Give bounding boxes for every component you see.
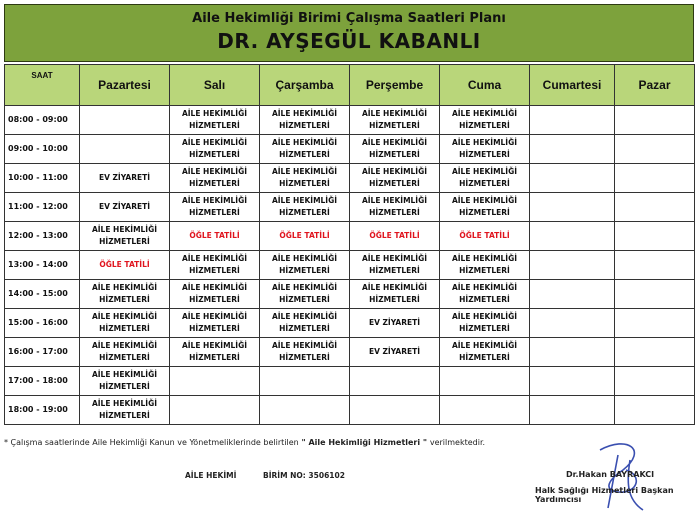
table-row: [5, 367, 695, 396]
table-row: [5, 222, 695, 251]
schedule-cell: [530, 367, 615, 396]
column-header: Cuma: [440, 65, 530, 106]
schedule-cell: AİLE HEKİMLİĞİ HİZMETLERİ: [440, 309, 530, 338]
table-row: [5, 309, 695, 338]
schedule-cell: EV ZİYARETİ: [80, 193, 170, 222]
table-row: [5, 338, 695, 367]
schedule-cell: [530, 251, 615, 280]
column-header: Pazartesi: [80, 65, 170, 106]
schedule-cell: [615, 309, 695, 338]
doctor-name: DR. AYŞEGÜL KABANLI: [217, 29, 481, 53]
schedule-cell: [530, 164, 615, 193]
schedule-cell: [170, 396, 260, 425]
schedule-cell: [260, 396, 350, 425]
schedule-cell: [615, 338, 695, 367]
column-header: Salı: [170, 65, 260, 106]
footer-left: [185, 471, 369, 480]
schedule-cell: AİLE HEKİMLİĞİ HİZMETLERİ: [80, 280, 170, 309]
schedule-cell: ÖĞLE TATİLİ: [80, 251, 170, 280]
table-row: [5, 106, 695, 135]
schedule-cell: AİLE HEKİMLİĞİ HİZMETLERİ: [170, 251, 260, 280]
schedule-cell: AİLE HEKİMLİĞİ HİZMETLERİ: [260, 106, 350, 135]
schedule-cell: [350, 367, 440, 396]
schedule-cell: AİLE HEKİMLİĞİ HİZMETLERİ: [440, 164, 530, 193]
schedule-cell: AİLE HEKİMLİĞİ HİZMETLERİ: [350, 280, 440, 309]
schedule-cell: AİLE HEKİMLİĞİ HİZMETLERİ: [260, 338, 350, 367]
column-header: Cumartesi: [530, 65, 615, 106]
schedule-cell: AİLE HEKİMLİĞİ HİZMETLERİ: [440, 106, 530, 135]
schedule-cell: [530, 280, 615, 309]
schedule-cell: AİLE HEKİMLİĞİ HİZMETLERİ: [170, 164, 260, 193]
schedule-cell: [530, 338, 615, 367]
schedule-cell: EV ZİYARETİ: [80, 164, 170, 193]
schedule-cell: [615, 106, 695, 135]
schedule-table: [4, 64, 695, 425]
schedule-cell: [530, 135, 615, 164]
schedule-cell: [440, 396, 530, 425]
schedule-cell: [530, 309, 615, 338]
schedule-cell: ÖĞLE TATİLİ: [440, 222, 530, 251]
time-slot: 17:00 - 18:00: [5, 367, 80, 396]
schedule-cell: [615, 396, 695, 425]
schedule-cell: AİLE HEKİMLİĞİ HİZMETLERİ: [80, 309, 170, 338]
schedule-cell: ÖĞLE TATİLİ: [170, 222, 260, 251]
footnote-prefix: * Çalışma saatlerinde Aile Hekimliği Kanun ve Yönetmeliklerinde belirtilen: [4, 438, 299, 447]
schedule-cell: [530, 222, 615, 251]
schedule-cell: AİLE HEKİMLİĞİ HİZMETLERİ: [260, 164, 350, 193]
signer-name: Dr.Hakan BAYRAKCI: [566, 470, 655, 479]
table-row: [5, 164, 695, 193]
column-header: Pazar: [615, 65, 695, 106]
time-slot: 15:00 - 16:00: [5, 309, 80, 338]
footnote-highlight: " Aile Hekimliği Hizmetleri ": [298, 438, 430, 447]
footer-unit: BİRİM NO: 3506102: [263, 471, 345, 480]
time-slot: 12:00 - 13:00: [5, 222, 80, 251]
schedule-cell: AİLE HEKİMLİĞİ HİZMETLERİ: [260, 280, 350, 309]
schedule-cell: AİLE HEKİMLİĞİ HİZMETLERİ: [170, 338, 260, 367]
time-slot: 14:00 - 15:00: [5, 280, 80, 309]
table-row: [5, 280, 695, 309]
schedule-cell: AİLE HEKİMLİĞİ HİZMETLERİ: [260, 135, 350, 164]
schedule-cell: AİLE HEKİMLİĞİ HİZMETLERİ: [350, 193, 440, 222]
schedule-cell: [440, 367, 530, 396]
schedule-cell: [615, 251, 695, 280]
schedule-cell: [350, 396, 440, 425]
schedule-cell: EV ZİYARETİ: [350, 338, 440, 367]
footnote: [4, 438, 485, 447]
table-row: [5, 135, 695, 164]
schedule-cell: ÖĞLE TATİLİ: [260, 222, 350, 251]
schedule-cell: AİLE HEKİMLİĞİ HİZMETLERİ: [170, 280, 260, 309]
schedule-cell: AİLE HEKİMLİĞİ HİZMETLERİ: [260, 193, 350, 222]
schedule-cell: AİLE HEKİMLİĞİ HİZMETLERİ: [350, 135, 440, 164]
schedule-cell: AİLE HEKİMLİĞİ HİZMETLERİ: [440, 135, 530, 164]
time-slot: 09:00 - 10:00: [5, 135, 80, 164]
signer-title: Halk Sağlığı Hizmetleri Başkan Yardımcısı: [535, 486, 674, 504]
schedule-cell: [530, 106, 615, 135]
schedule-cell: [170, 367, 260, 396]
page-header: [4, 4, 694, 62]
schedule-cell: AİLE HEKİMLİĞİ HİZMETLERİ: [440, 280, 530, 309]
plan-title: Aile Hekimliği Birimi Çalışma Saatleri Planı: [192, 11, 506, 26]
schedule-cell: AİLE HEKİMLİĞİ HİZMETLERİ: [260, 251, 350, 280]
time-slot: 16:00 - 17:00: [5, 338, 80, 367]
schedule-cell: AİLE HEKİMLİĞİ HİZMETLERİ: [80, 367, 170, 396]
time-slot: 18:00 - 19:00: [5, 396, 80, 425]
schedule-cell: AİLE HEKİMLİĞİ HİZMETLERİ: [350, 164, 440, 193]
schedule-cell: AİLE HEKİMLİĞİ HİZMETLERİ: [170, 309, 260, 338]
column-header: SAAT: [5, 65, 80, 106]
schedule-cell: AİLE HEKİMLİĞİ HİZMETLERİ: [170, 193, 260, 222]
schedule-cell: [530, 396, 615, 425]
schedule-cell: [80, 135, 170, 164]
schedule-cell: EV ZİYARETİ: [350, 309, 440, 338]
schedule-cell: AİLE HEKİMLİĞİ HİZMETLERİ: [80, 338, 170, 367]
time-slot: 11:00 - 12:00: [5, 193, 80, 222]
schedule-cell: [615, 193, 695, 222]
footnote-suffix: verilmektedir.: [429, 438, 486, 447]
schedule-cell: [615, 164, 695, 193]
column-header: Perşembe: [350, 65, 440, 106]
time-slot: 13:00 - 14:00: [5, 251, 80, 280]
table-row: [5, 251, 695, 280]
footer-role: AİLE HEKİMİ: [185, 471, 237, 480]
schedule-cell: AİLE HEKİMLİĞİ HİZMETLERİ: [260, 309, 350, 338]
schedule-cell: [615, 222, 695, 251]
schedule-cell: AİLE HEKİMLİĞİ HİZMETLERİ: [170, 135, 260, 164]
schedule-cell: AİLE HEKİMLİĞİ HİZMETLERİ: [80, 222, 170, 251]
schedule-cell: [530, 193, 615, 222]
header-row: [5, 65, 695, 106]
schedule-cell: [615, 367, 695, 396]
table-row: [5, 396, 695, 425]
schedule-cell: AİLE HEKİMLİĞİ HİZMETLERİ: [440, 193, 530, 222]
column-header: Çarşamba: [260, 65, 350, 106]
schedule-cell: AİLE HEKİMLİĞİ HİZMETLERİ: [440, 338, 530, 367]
schedule-cell: [615, 280, 695, 309]
table-row: [5, 193, 695, 222]
schedule-cell: AİLE HEKİMLİĞİ HİZMETLERİ: [440, 251, 530, 280]
time-slot: 10:00 - 11:00: [5, 164, 80, 193]
schedule-cell: [80, 106, 170, 135]
time-slot: 08:00 - 09:00: [5, 106, 80, 135]
schedule-cell: [615, 135, 695, 164]
schedule-cell: [260, 367, 350, 396]
schedule-cell: AİLE HEKİMLİĞİ HİZMETLERİ: [350, 251, 440, 280]
schedule-cell: AİLE HEKİMLİĞİ HİZMETLERİ: [170, 106, 260, 135]
schedule-cell: AİLE HEKİMLİĞİ HİZMETLERİ: [80, 396, 170, 425]
schedule-cell: AİLE HEKİMLİĞİ HİZMETLERİ: [350, 106, 440, 135]
schedule-cell: ÖĞLE TATİLİ: [350, 222, 440, 251]
